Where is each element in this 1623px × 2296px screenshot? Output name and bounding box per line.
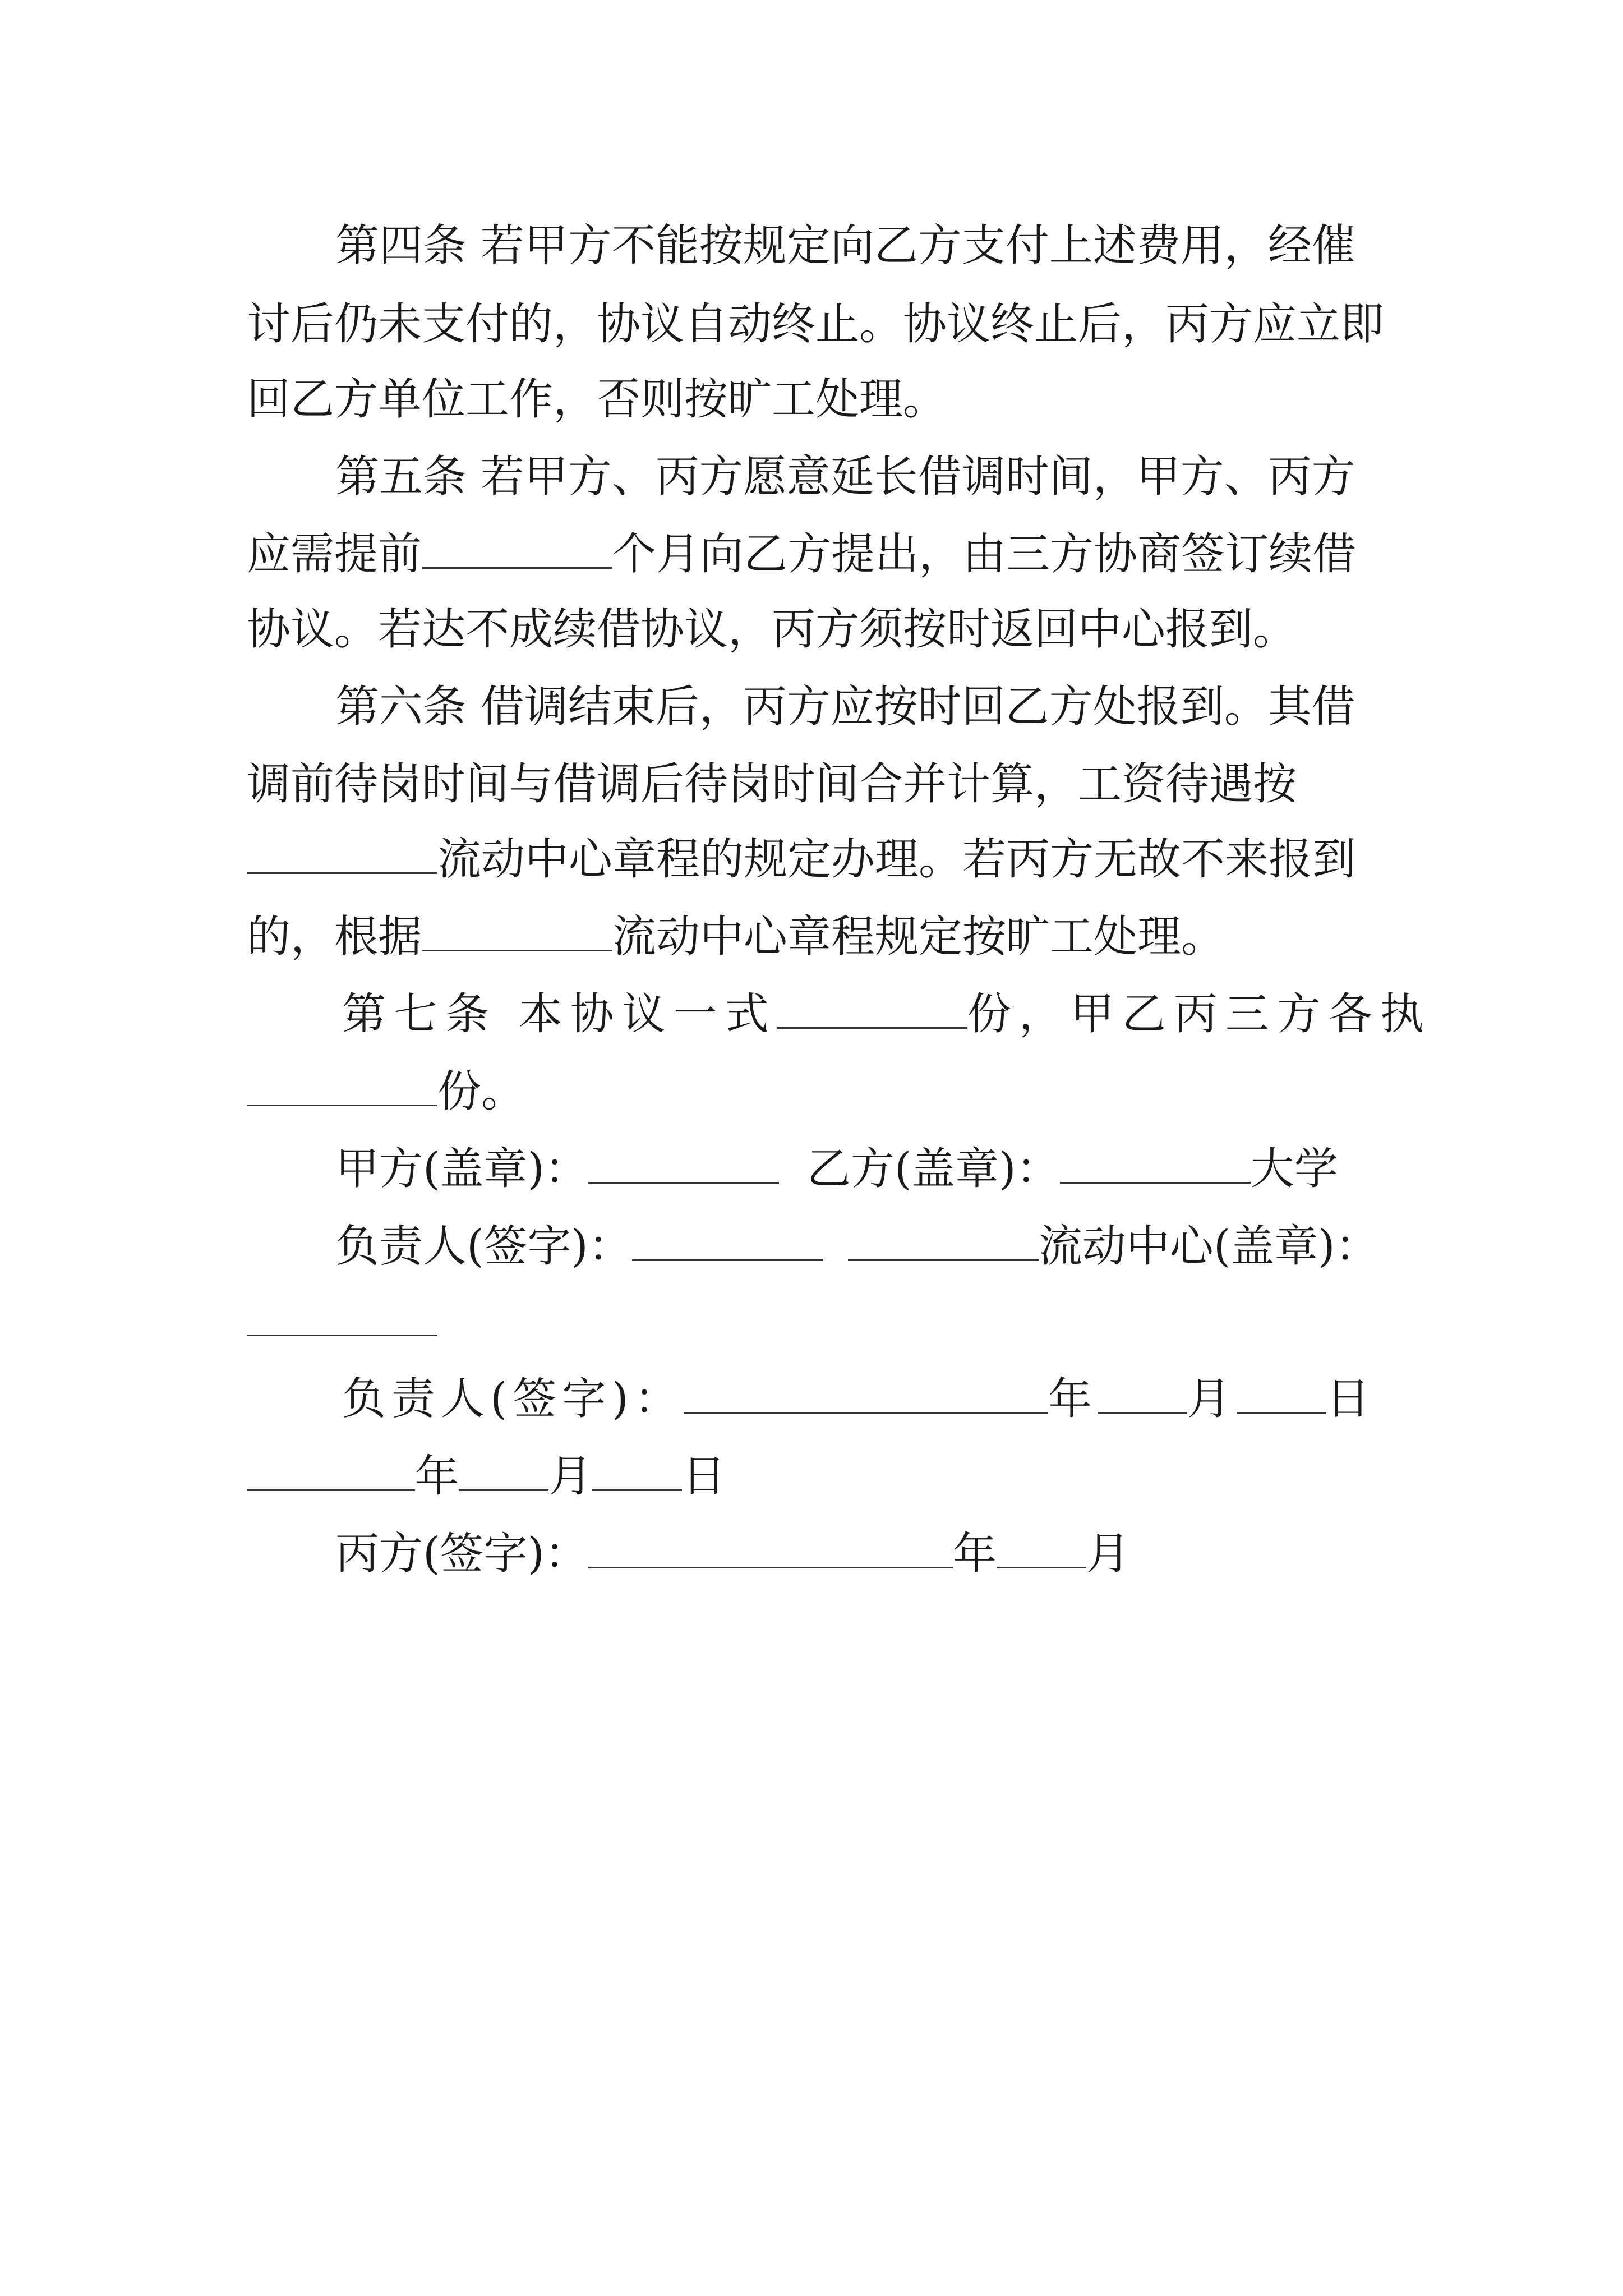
day-blank-1: [1237, 1376, 1326, 1414]
article-7-line-1: [342, 981, 1432, 1048]
center-name-blank-3: [848, 1223, 1039, 1261]
article-6-line-3: [247, 826, 1356, 893]
month-label-3: 月: [1086, 1529, 1130, 1579]
signature-line-5: [335, 1520, 1130, 1588]
month-label-2: 月: [548, 1451, 593, 1502]
signature-line-4: [247, 1443, 726, 1510]
year-blank-2: [247, 1453, 415, 1491]
party-b-seal-blank: [1060, 1146, 1251, 1184]
center-seal-label: 流动中心(盖章)：: [1038, 1221, 1379, 1272]
article-6-line-2: [247, 751, 1297, 818]
day-label-2: 日: [682, 1451, 726, 1502]
day-blank-2: [592, 1453, 682, 1491]
center-name-blank-2: [422, 914, 612, 951]
article-5-line-3: [247, 596, 1297, 663]
month-blank-3: [997, 1531, 1086, 1568]
months-blank: [422, 531, 612, 569]
year-label-2: 年: [415, 1451, 459, 1502]
article-6-text-3: 流动中心章程的规定办理。若丙方无故不来报到: [437, 834, 1357, 885]
article-6-text-4b: 流动中心章程规定按旷工处理。: [612, 912, 1225, 962]
center-seal-blank: [247, 1299, 437, 1336]
signature-line-3: [342, 1365, 1376, 1433]
article-6-line-4: [247, 903, 1225, 970]
article-7-line-2: [247, 1058, 525, 1125]
article-5-text-3: 协议。若达不成续借协议，丙方须按时返回中心报到。: [247, 604, 1297, 655]
article-5-line-1: [335, 443, 1355, 510]
article-4-text-1: 第四条 若甲方不能按规定向乙方支付上述费用，经催: [335, 220, 1355, 271]
article-5-line-2: [247, 521, 1356, 588]
article-6-text-1: 第六条 借调结束后，丙方应按时回乙方处报到。其借: [335, 682, 1355, 732]
month-label-1: 月: [1187, 1374, 1237, 1424]
party-a-seal-blank: [588, 1146, 779, 1184]
article-5-text-1: 第五条 若甲方、丙方愿意延长借调时间，甲方、丙方: [335, 452, 1355, 502]
article-5-text-2b: 个月向乙方提出，由三方协商签订续借: [612, 529, 1357, 579]
center-name-blank-1: [247, 836, 437, 874]
article-6-text-4a: 的，根据: [247, 912, 422, 962]
person-in-charge-blank-2: [684, 1376, 1048, 1414]
article-6-text-2: 调前待岗时间与借调后待岗时间合并计算，工资待遇按: [247, 759, 1297, 809]
month-blank-2: [459, 1453, 548, 1491]
copies-each-blank: [247, 1069, 437, 1106]
party-c-signature-blank: [588, 1531, 953, 1568]
article-4-line-2: [247, 291, 1384, 358]
year-label-3: 年: [952, 1529, 997, 1579]
person-in-charge-label-1: 负责人(签字)：: [335, 1221, 632, 1272]
copies-blank: [777, 991, 967, 1029]
article-4-text-3: 回乙方单位工作，否则按旷工处理。: [247, 374, 947, 425]
day-label-1: 日: [1326, 1374, 1376, 1424]
party-a-label: 甲方(盖章)：: [335, 1144, 588, 1194]
signature-line-1: [335, 1135, 1338, 1203]
party-c-label: 丙方(签字)：: [335, 1529, 588, 1579]
signature-line-2: [335, 1213, 1379, 1280]
university-label: 大学: [1250, 1144, 1338, 1194]
party-b-label: 乙方(盖章)：: [806, 1144, 1060, 1194]
person-in-charge-label-2: 负责人(签字)：: [342, 1374, 684, 1424]
signature-line-2-cont: [247, 1288, 437, 1355]
person-in-charge-blank-1: [632, 1223, 823, 1261]
article-4-text-2: 讨后仍未支付的，协议自动终止。协议终止后，丙方应立即: [247, 299, 1385, 349]
article-7-text-1a: 第七条 本协议一式: [342, 989, 777, 1039]
article-7-text-1b: 份，甲乙丙三方各执: [967, 989, 1432, 1039]
article-5-text-2a: 应需提前: [247, 529, 422, 579]
article-7-text-2: 份。: [437, 1066, 525, 1117]
article-4-line-3: [247, 366, 947, 433]
article-4-line-1: [335, 212, 1355, 279]
year-label-1: 年: [1048, 1374, 1098, 1424]
month-blank-1: [1098, 1376, 1187, 1414]
article-6-line-1: [335, 673, 1355, 740]
